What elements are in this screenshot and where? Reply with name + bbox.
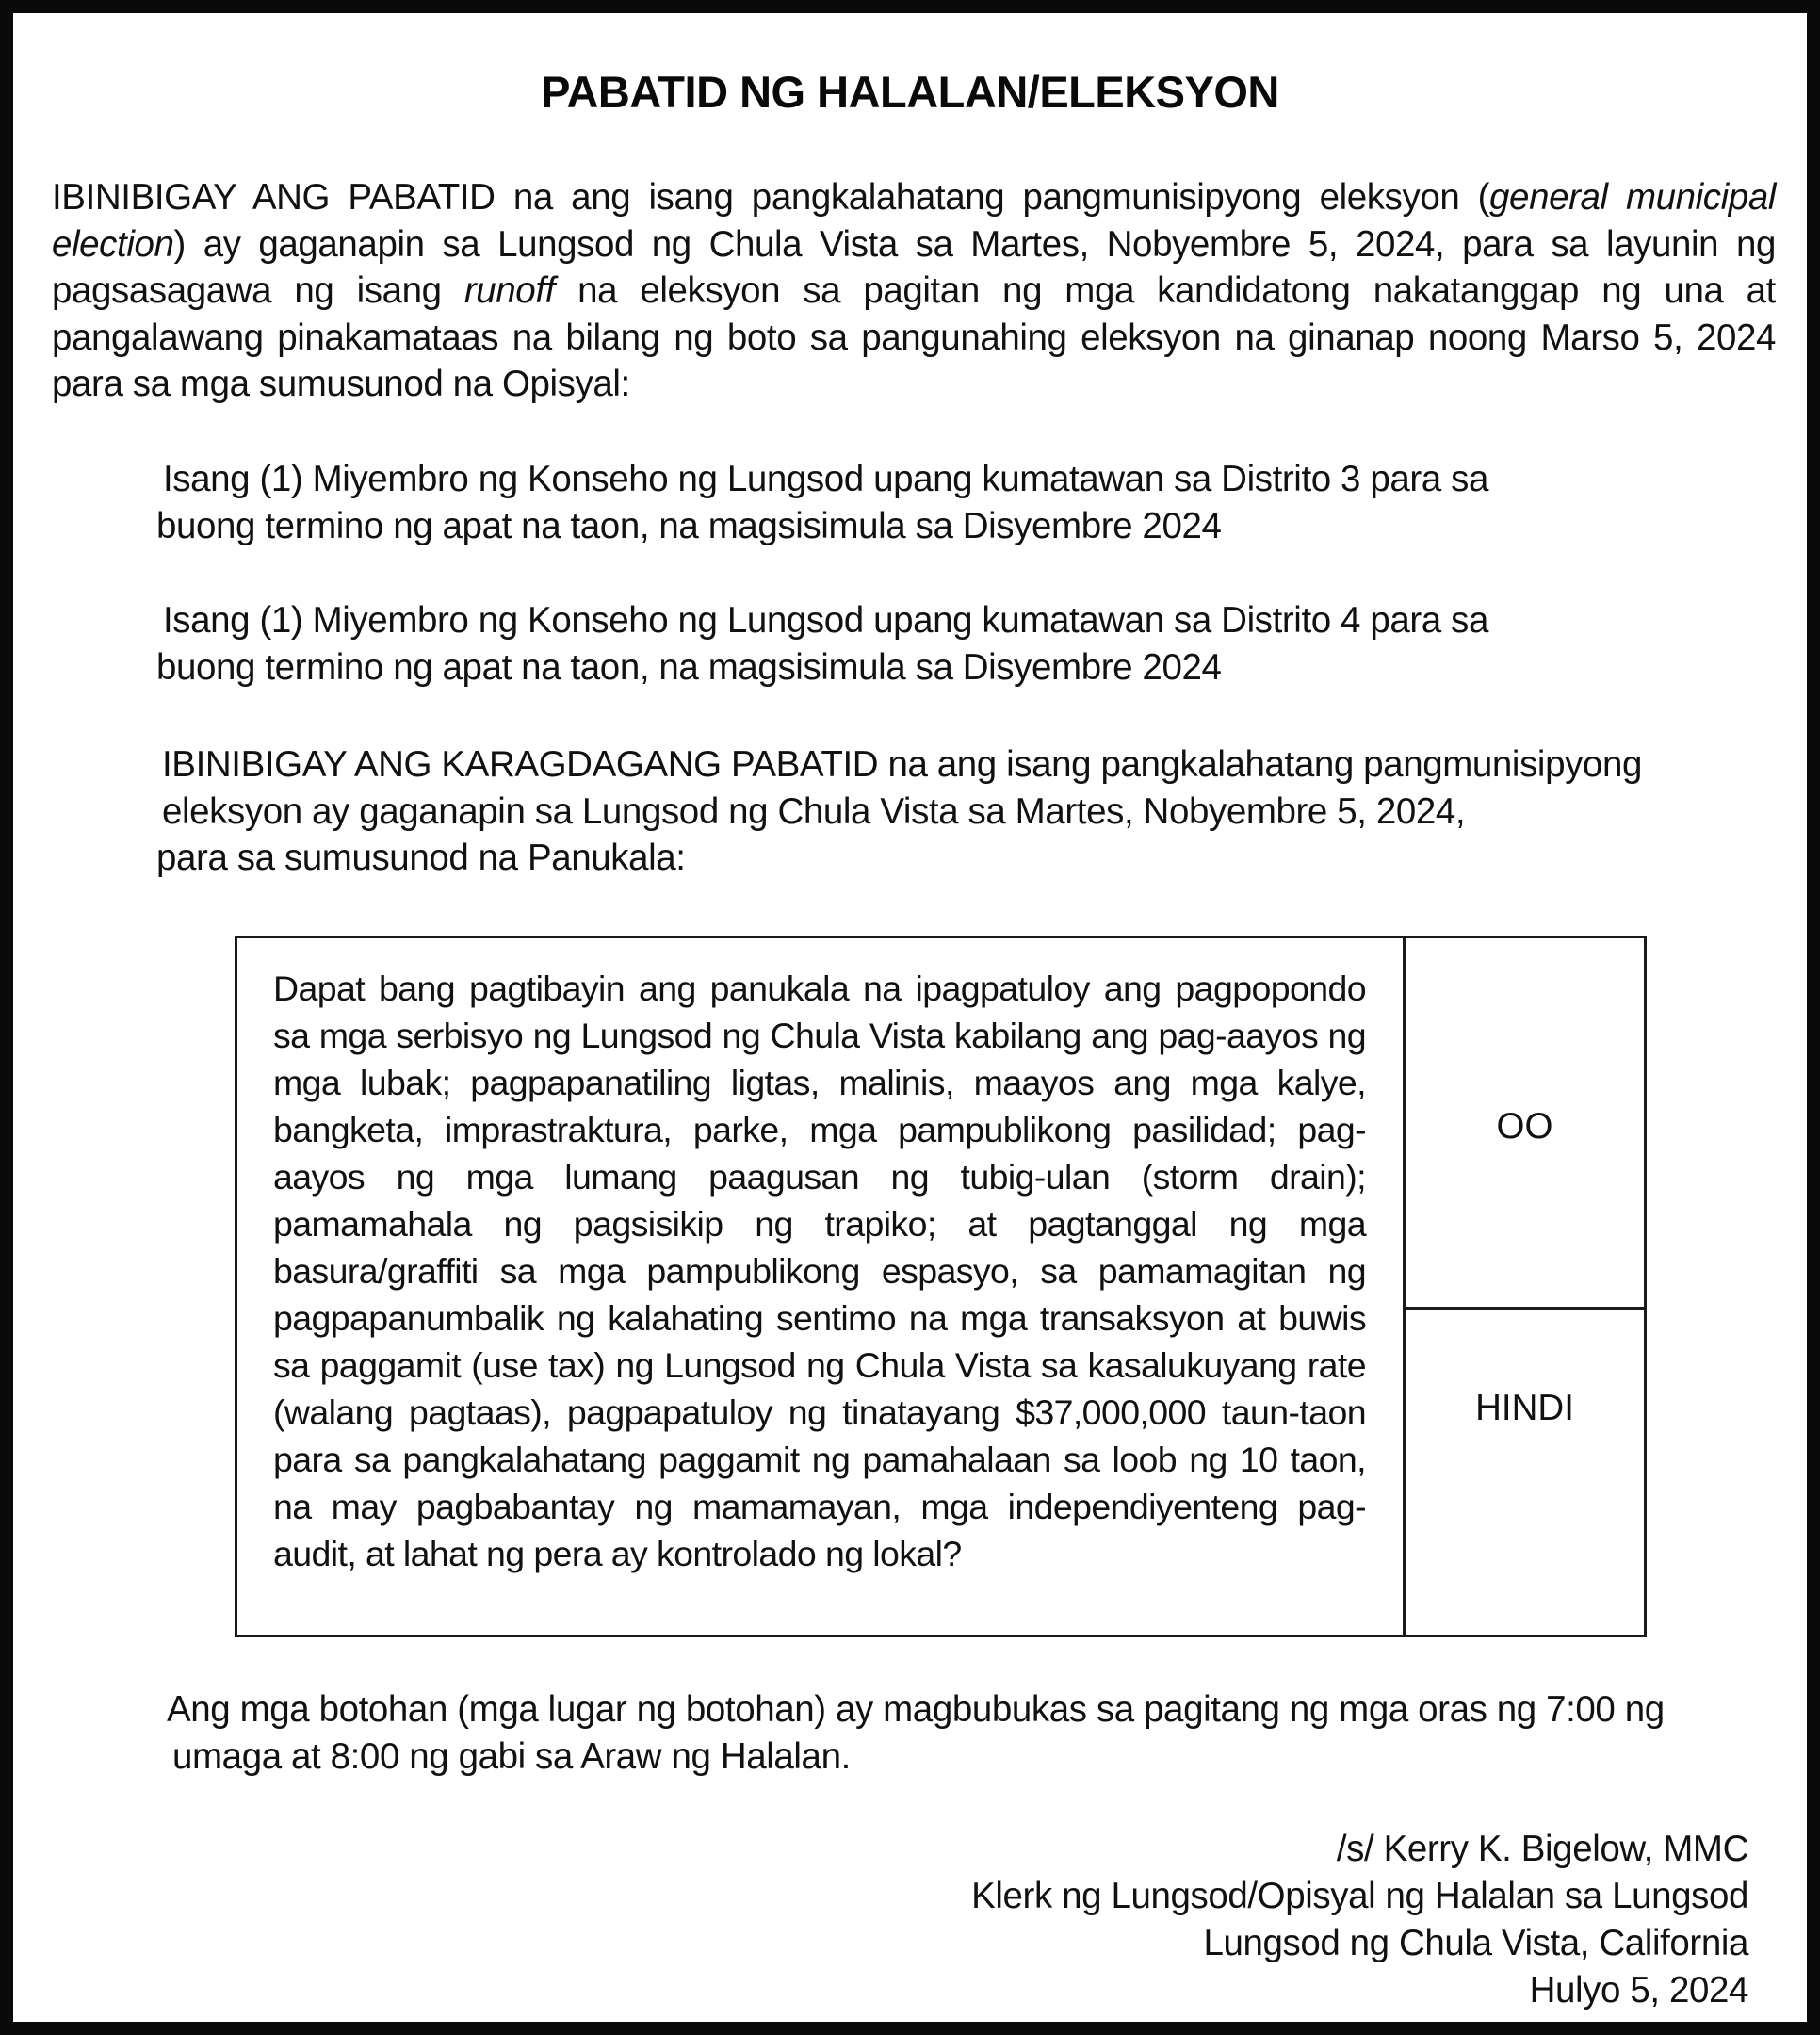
additional-line: para sa sumusunod na Panukala: xyxy=(156,838,686,878)
office-line: buong termino ng apat na taon, na magsisimula sa Disyembre 2024 xyxy=(156,647,1222,688)
measure-question: Dapat bang pagtibayin ang panukala na ipagpatuloy ang pagpopondo sa mga serbisyo ng Lungsod ng Chula Vista kabilang ang pag-aayos ng mga lubak; pagpapanatiling ligtas, malinis, maayos ang mga kalye, bangketa, imprastraktura, parke, mga pampublikong pasilidad; pag-aayos ng mga lumang paagusan ng tubig-ulan (storm drain); pamamahala ng pagsisikip ng trapiko; at pagtanggal ng mga basura/graffiti sa mga pampublikong espasyo, sa pamamagitan ng pagpapanumbalik ng kalahating sentimo na mga transaksyon at buwis sa paggamit (use tax) ng Lungsod ng Chula Vista sa kasalukuyang rate (walang pagtaas), pagpapatuloy ng tinatayang $37,000,000 taun-taon para sa pangkalahatang paggamit ng pamahalaan sa loob ng 10 taon, na may pagbabantay ng mamamayan, mga independiyenteng pag-audit, at lahat ng pera ay kontrolado ng lokal? xyxy=(273,969,1366,1573)
intro-text-2: ) ay gaganapin sa Lungsod ng Chula Vista sa Martes, Nobyembre 5, 2024, para sa layunin ng pagsasagawa ng isang xyxy=(52,223,1776,311)
signer-city: Lungsod ng Chula Vista, California xyxy=(1203,1923,1748,1963)
polls-line: umaga at 8:00 ng gabi sa Araw ng Halalan. xyxy=(172,1735,851,1777)
choice-yes-label: OO xyxy=(1496,1106,1553,1147)
office-item-district-3 xyxy=(156,456,1711,550)
column-divider xyxy=(1403,938,1406,1635)
intro-paragraph xyxy=(52,174,1776,408)
intro-text-1: na ang isang pangkalahatang pangmunisipyong eleksyon ( xyxy=(495,177,1490,218)
intro-lead: IBINIBIGAY ANG PABATID xyxy=(52,177,496,218)
intro-text-3: na eleksyon sa pagitan ng mga kandidatong nakatanggap ng una at pangalawang pinakamataas na bilang ng boto sa pangunahing eleksyon na ginanap noong Marso 5, 2024 para sa mga sumusunod na Opisyal: xyxy=(52,270,1776,404)
signer-title: Klerk ng Lungsod/Opisyal ng Halalan sa Lungsod xyxy=(971,1876,1748,1916)
intro-italic-term-1: general municipal election xyxy=(52,177,1776,265)
measure-box xyxy=(235,936,1647,1637)
signature-block xyxy=(971,1826,1748,2014)
office-line: Isang (1) Miyembro ng Konseho ng Lungsod upang kumatawan sa Distrito 3 para sa xyxy=(163,459,1488,499)
additional-notice-paragraph xyxy=(156,741,1777,882)
notice-date: Hulyo 5, 2024 xyxy=(1529,1970,1748,2011)
additional-line: IBINIBIGAY ANG KARAGDAGANG PABATID na ang isang pangkalahatang pangmunisipyong xyxy=(162,744,1642,785)
choice-divider xyxy=(1406,1307,1644,1310)
intro-italic-term-2: runoff xyxy=(463,270,555,311)
signer-name: /s/ Kerry K. Bigelow, MMC xyxy=(1336,1829,1748,1869)
additional-line: eleksyon ay gaganapin sa Lungsod ng Chula Vista sa Martes, Nobyembre 5, 2024, xyxy=(162,790,1466,832)
office-line: buong termino ng apat na taon, na magsisimula sa Disyembre 2024 xyxy=(156,506,1222,546)
polling-hours-paragraph xyxy=(167,1686,1787,1780)
polls-line: Ang mga botohan (mga lugar ng botohan) ay magbubukas sa pagitang ng mga oras ng 7:00 ng xyxy=(167,1689,1665,1730)
notice-title: PABATID NG HALALAN/ELEKSYON xyxy=(541,67,1279,117)
choice-no-label: HINDI xyxy=(1475,1388,1574,1428)
office-item-district-4 xyxy=(156,597,1711,692)
office-line: Isang (1) Miyembro ng Konseho ng Lungsod upang kumatawan sa Distrito 4 para sa xyxy=(163,600,1488,641)
